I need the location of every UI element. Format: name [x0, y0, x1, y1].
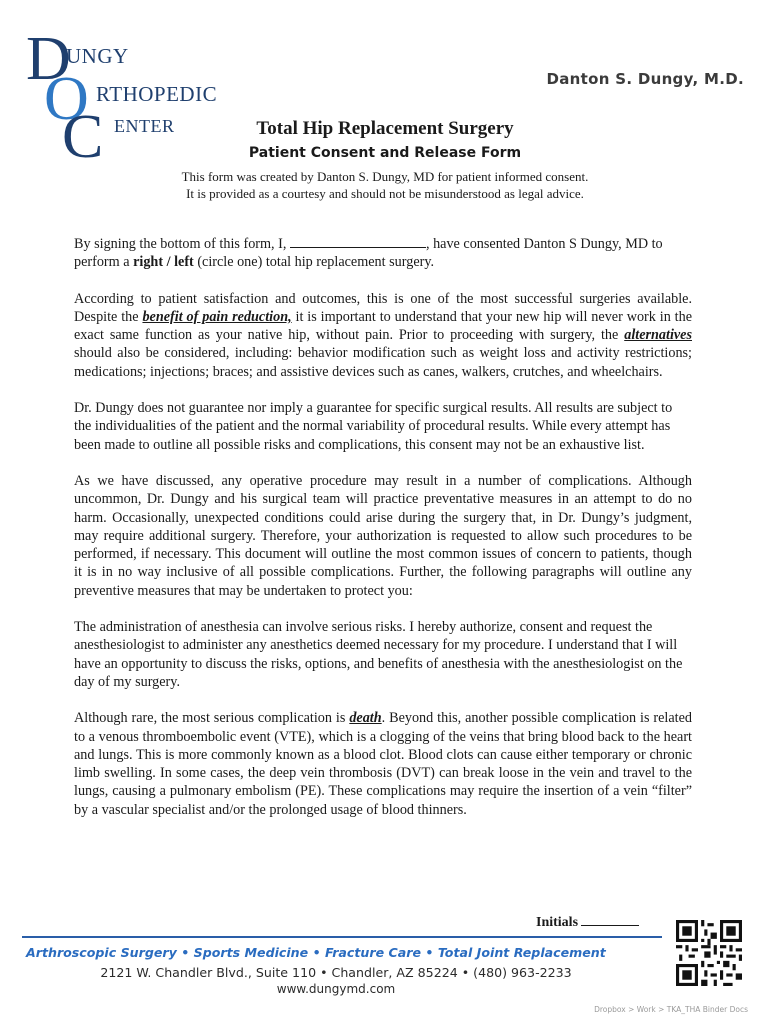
footer-services: Arthroscopic Surgery • Sports Medicine • Fracture Care • Total Joint Replacement	[26, 945, 606, 960]
initials-label: Initials	[536, 915, 579, 930]
logo-letter-c: C	[62, 103, 104, 171]
disclaimer-line-2: It is provided as a courtesy and should not be misunderstood as legal advice.	[186, 186, 584, 201]
patient-name-blank[interactable]	[290, 235, 426, 248]
p2-text-a: According to patient satisfaction and outcomes, this is one of the most successful surgeries available. Despite the	[74, 290, 692, 325]
logo-letter-d: D	[26, 25, 71, 93]
initials-blank[interactable]	[581, 913, 639, 926]
p6-text-b: . Beyond this, another possible complication is related to a venous thromboembolic event (VTE), which is a clogging of the veins that bring blood back to the heart and lungs. This is more commonly known as a blood clot. Blood clots can cause either temporary or chronic limb swelling. In some cases, the deep vein thrombosis (DVT) can break loose in the vein and travel to the lungs, causing a pulmonary embolism (PE). These complications may require the insertion of a vein “filter” by a vascular specialist and/or the prolonged usage of blood thinners.	[74, 710, 692, 818]
consent-paragraph-5: The administration of anesthesia can involve serious risks. I hereby authorize, consent and request the anesthesiologist to administer any anesthetics deemed necessary for my procedure. I understand that I will have an opportunity to discuss the risks, options, and benefits of anesthesia with the anesthesiologist on the day of my surgery.	[74, 619, 683, 690]
doctor-name: Danton S. Dungy, M.D.	[546, 70, 744, 88]
consent-paragraph-6	[74, 709, 692, 819]
consent-body	[74, 235, 692, 837]
logo-letter-o: O	[44, 65, 89, 133]
file-path-footer: Dropbox > Work > TKA_THA Binder Docs	[594, 1005, 748, 1014]
document-subtitle: Patient Consent and Release Form	[248, 145, 522, 161]
emphasis-alternatives: alternatives	[624, 327, 692, 344]
p1-text-c: (circle one) total hip replacement surgery.	[193, 254, 435, 271]
footer-divider	[22, 936, 662, 938]
consent-paragraph-4: As we have discussed, any operative procedure may result in a number of complications. Although uncommon, Dr. Dungy and his surgical team will practice preventative measures in an attempt to do no harm. Occasionally, unexpected conditions could arise during the surgery that, in Dr. Dungy’s judgment, may require additional surgery. Therefore, your authorization is requested to allow such procedures to be performed, if necessary. This document will outline the most common issues of concern to patients, though it is in no way inclusive of all possible complications. Further, the following paragraphs will outline any preventive measures that may be undertaken to protect you:	[74, 472, 692, 599]
consent-paragraph-3: Dr. Dungy does not guarantee nor imply a guarantee for specific surgical results. All results are subject to the individualities of the patient and the normal variability of procedural results. While every attempt has been made to outline all possible risks and complications, this consent may not be an exhaustive list.	[74, 400, 673, 453]
document-title: Total Hip Replacement Surgery	[256, 118, 514, 139]
p2-text-b: it is important to understand that your new hip will never work in the exact same function as your native hip, without pain. Prior to proceeding with surgery, the	[74, 308, 693, 344]
footer-address: 2121 W. Chandler Blvd., Suite 110 • Chandler, AZ 85224 • (480) 963-2233	[100, 965, 572, 980]
emphasis-death: death	[349, 710, 382, 727]
logo-word-dungy: UNGY	[66, 44, 129, 68]
p6-text-a: Although rare, the most serious complication is	[74, 710, 350, 727]
p2-text-c: should also be considered, including: behavior modification such as weight loss and activity restrictions; medications; injections; braces; and assistive devices such as canes, walkers, crutches, and wheelchairs.	[74, 345, 692, 380]
consent-paragraph-2	[74, 290, 692, 381]
consent-paragraph-1	[74, 235, 692, 272]
disclaimer-line-1: This form was created by Danton S. Dungy, MD for patient informed consent.	[181, 169, 589, 184]
emphasis-benefit: benefit of pain reduction,	[142, 308, 292, 325]
side-choice: right / left	[133, 254, 194, 271]
p1-text-a: By signing the bottom of this form, I,	[74, 236, 290, 252]
logo-word-orthopedic: RTHOPEDIC	[96, 82, 218, 106]
footer-website: www.dungymd.com	[276, 982, 396, 996]
qr-code-icon	[676, 920, 742, 986]
initials-field	[536, 913, 639, 931]
logo-word-center: ENTER	[114, 116, 175, 136]
p1-text-b: , have consented Danton S Dungy, MD to perform a	[74, 236, 663, 271]
